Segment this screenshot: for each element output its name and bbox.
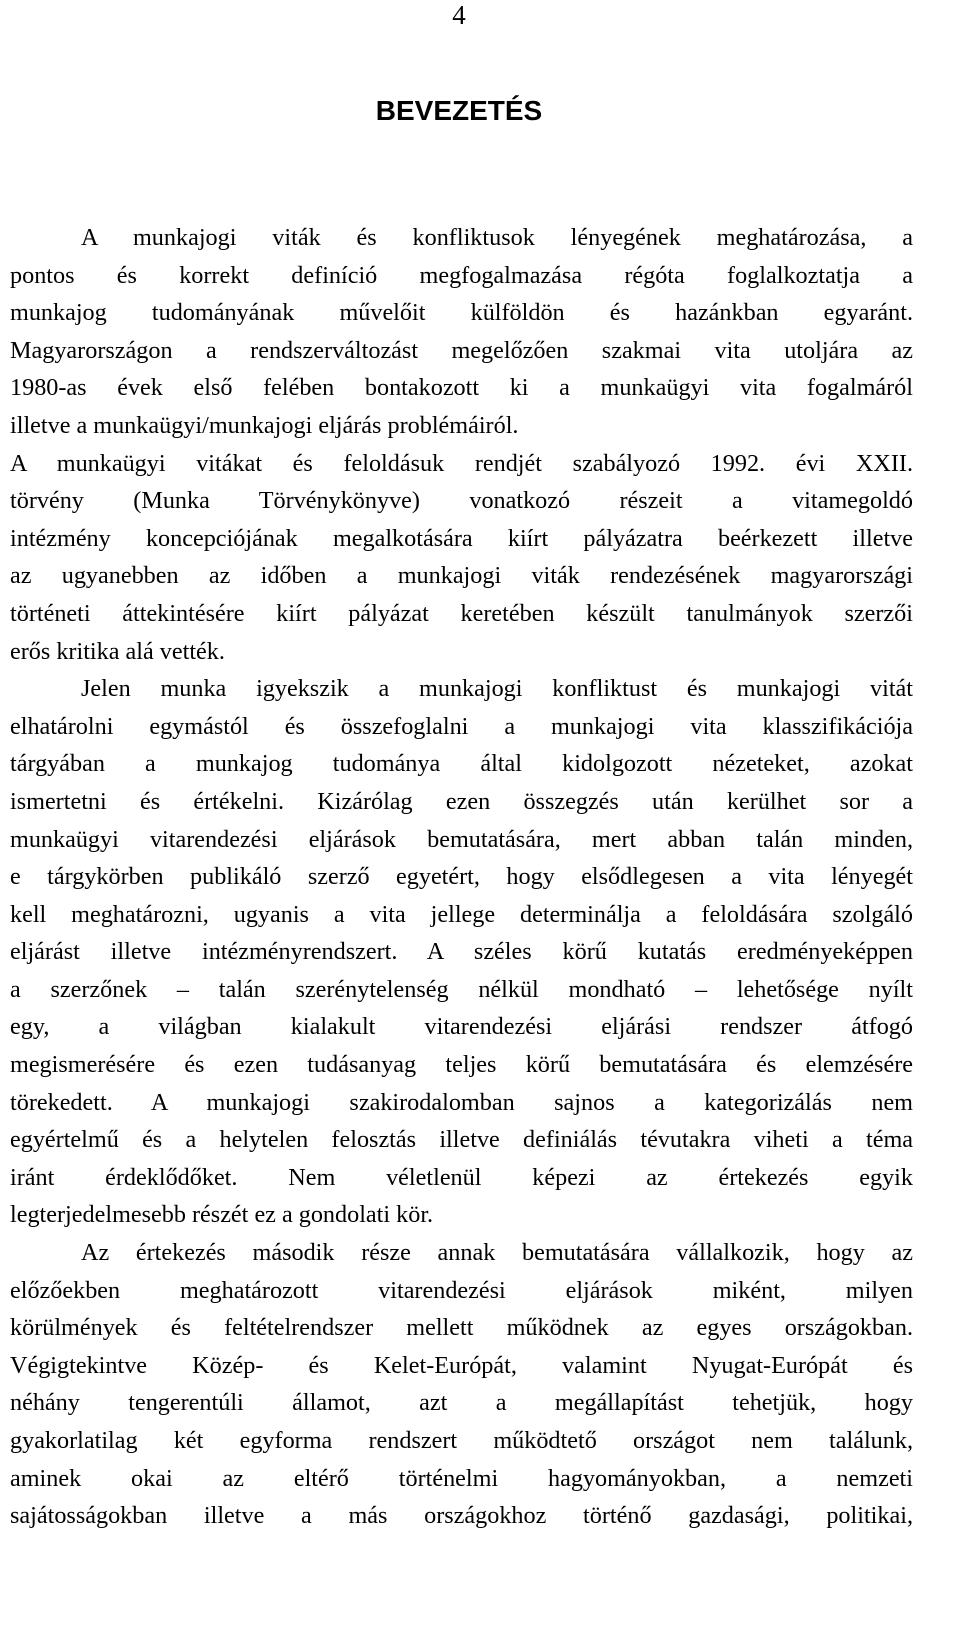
text-line: Magyarországon a rendszerváltozást megelőzően szakmai vita utoljára az	[10, 336, 913, 364]
text-line: Az értekezés második része annak bemutatására vállalkozik, hogy az	[81, 1239, 913, 1267]
text-line: körülmények és feltételrendszer mellett működnek az egyes országokban.	[10, 1314, 913, 1342]
text-line: intézmény koncepciójának megalkotására kiírt pályázatra beérkezett illetve	[10, 524, 913, 552]
text-line: A munkajogi viták és konfliktusok lényegének meghatározása, a	[81, 224, 913, 251]
page-title: BEVEZETÉS	[375, 95, 543, 126]
text-line: munkajog tudományának művelőit külföldön és hazánkban egyaránt.	[10, 299, 913, 327]
text-line: illetve a munkaügyi/munkajogi eljárás problémáiról.	[10, 411, 519, 439]
paragraph	[10, 1234, 913, 1535]
text-line: eljárást illetve intézményrendszert. A széles körű kutatás eredményeképpen	[10, 938, 913, 966]
page-number: 4	[452, 0, 466, 30]
text-line: az ugyanebben az időben a munkajogi viták rendezésének magyarországi	[10, 562, 913, 590]
text-line: egyértelmű és a helytelen felosztás illetve definiálás tévutakra viheti a téma	[10, 1126, 913, 1154]
text-line: megismerésére és ezen tudásanyag teljes körű bemutatására és elemzésére	[10, 1051, 913, 1079]
text-line: törvény (Munka Törvénykönyve) vonatkozó részeit a vitamegoldó	[10, 487, 913, 515]
text-line: Jelen munka igyekszik a munkajogi konfliktust és munkajogi vitát	[81, 675, 913, 703]
text-line: néhány tengerentúli államot, azt a megállapítást tehetjük, hogy	[10, 1389, 913, 1417]
paragraph	[10, 219, 913, 670]
text-line: iránt érdeklődőket. Nem véletlenül képezi az értekezés egyik	[10, 1163, 913, 1191]
text-line: elhatárolni egymástól és összefoglalni a munkajogi vita klasszifikációja	[10, 712, 913, 740]
body-text	[10, 219, 913, 1535]
text-line: erős kritika alá vették.	[10, 637, 225, 665]
text-line: ismertetni és értékelni. Kizárólag ezen összegzés után kerülhet sor a	[10, 787, 913, 815]
text-line: pontos és korrekt definíció megfogalmazása régóta foglalkoztatja a	[10, 261, 913, 289]
text-line: törekedett. A munkajogi szakirodalomban sajnos a kategorizálás nem	[10, 1088, 913, 1116]
text-line: legterjedelmesebb részét ez a gondolati kör.	[10, 1201, 434, 1229]
text-line: munkaügyi vitarendezési eljárások bemutatására, mert abban talán minden,	[10, 825, 913, 853]
text-line: egy, a világban kialakult vitarendezési eljárási rendszer átfogó	[10, 1013, 913, 1041]
text-line: a szerzőnek – talán szerénytelenség nélkül mondható – lehetősége nyílt	[10, 975, 913, 1003]
text-line: 1980-as évek első felében bontakozott ki a munkaügyi vita fogalmáról	[10, 374, 913, 402]
text-line: tárgyában a munkajog tudománya által kidolgozott nézeteket, azokat	[10, 750, 913, 778]
text-line: előzőekben meghatározott vitarendezési eljárások miként, milyen	[10, 1276, 913, 1304]
text-line: Végigtekintve Közép- és Kelet-Európát, valamint Nyugat-Európát és	[10, 1351, 913, 1379]
text-line: történeti áttekintésére kiírt pályázat keretében készült tanulmányok szerzői	[10, 599, 913, 627]
text-line: e tárgykörben publikáló szerző egyetért, hogy elsődlegesen a vita lényegét	[10, 863, 913, 891]
text-line: kell meghatározni, ugyanis a vita jellege determinálja a feloldására szolgáló	[10, 900, 913, 928]
text-line: aminek okai az eltérő történelmi hagyományokban, a nemzeti	[10, 1464, 913, 1492]
text-line: sajátosságokban illetve a más országokhoz történő gazdasági, politikai,	[10, 1502, 913, 1530]
text-line: gyakorlatilag két egyforma rendszert működtető országot nem találunk,	[10, 1427, 913, 1454]
text-line: A munkaügyi vitákat és feloldásuk rendjét szabályozó 1992. évi XXII.	[10, 449, 913, 477]
paragraph	[10, 670, 913, 1234]
